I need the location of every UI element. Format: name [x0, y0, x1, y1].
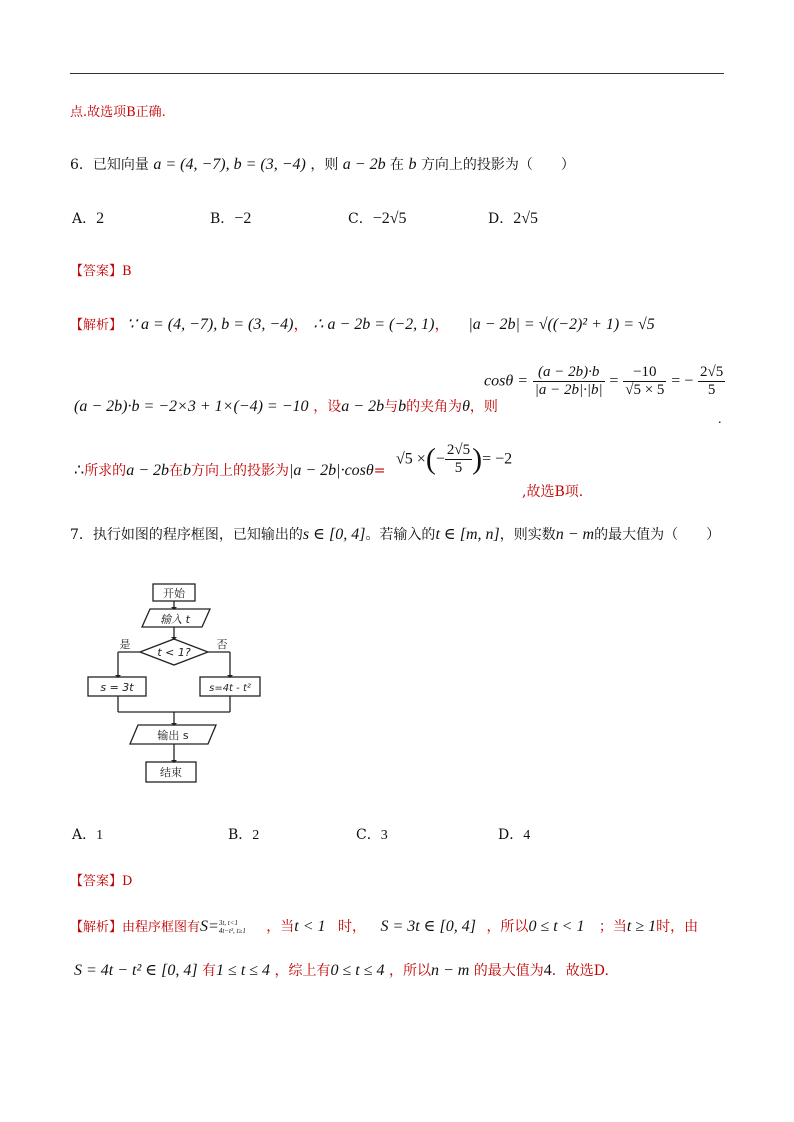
- cos-lhs: cosθ =: [484, 372, 528, 390]
- cos-end-dot: .: [718, 412, 722, 427]
- q7-answer: [70, 870, 132, 889]
- answer-value: B: [122, 264, 132, 279]
- q7-stem: [70, 524, 720, 544]
- denominator: √5 × 5: [625, 382, 665, 398]
- expr: a − 2b: [126, 462, 169, 479]
- text: ，综上有: [274, 963, 331, 979]
- text: ，所以: [388, 963, 431, 979]
- flow-start-label: 开始: [163, 587, 185, 600]
- text: 的夹角为: [406, 399, 463, 415]
- q6-stem-in: 在: [390, 157, 405, 173]
- flow-yes-label: 是: [119, 638, 131, 651]
- piecewise-lhs: S=: [200, 918, 219, 935]
- q7-option-d: [498, 824, 530, 844]
- q6-projection-calc: [396, 442, 512, 477]
- punct: ，: [434, 315, 450, 333]
- math: t ≥ 1: [626, 918, 657, 935]
- q6-stem-prefix: 6．已知向量: [70, 157, 149, 173]
- q7-option-c: [356, 824, 388, 844]
- analysis-tag: 【解析】: [70, 920, 123, 935]
- piecewise-cases: [219, 919, 246, 935]
- carryover-text: 点.故选项B正确.: [70, 105, 166, 120]
- q7-stem-s: s ∈ [0, 4]: [302, 526, 366, 543]
- flow-no-label: 否: [216, 638, 228, 651]
- expr: b: [182, 462, 191, 479]
- text: 由程序框图有: [122, 920, 201, 935]
- flow-cond-label: t < 1?: [157, 646, 191, 659]
- option-letter: C．: [356, 827, 381, 843]
- option-letter: A．: [72, 827, 97, 843]
- header-rule: [70, 73, 724, 74]
- theta: θ: [462, 398, 470, 415]
- numerator: (a − 2b)·b: [533, 364, 605, 382]
- numerator: −10: [623, 364, 666, 382]
- text: 时，由: [656, 919, 699, 935]
- answer-value: D: [122, 874, 133, 889]
- flow-right-label: s=4t - t²: [209, 683, 251, 694]
- difference-vector: ∴ a − 2b = (−2, 1): [313, 316, 435, 333]
- text: ，所以: [486, 919, 529, 935]
- q6-option-d: [488, 208, 538, 228]
- option-letter: B．: [210, 211, 235, 227]
- numerator: 2√5: [700, 364, 724, 380]
- paren-open: (: [425, 442, 436, 476]
- option-value: −2√5: [372, 210, 407, 227]
- equals: = −: [671, 372, 694, 390]
- cos-fraction-1: [533, 364, 605, 399]
- math: n − m: [430, 962, 470, 979]
- q6-analysis-line1: [70, 313, 655, 334]
- q6-option-a: [72, 208, 104, 228]
- flow-output-label: 输出 s: [157, 729, 189, 742]
- q6-stem-suffix: 方向上的投影为（ ）: [420, 157, 575, 173]
- text: ，则: [469, 399, 498, 415]
- q6-option-b: [210, 208, 251, 228]
- math: 0 ≤ t ≤ 4: [330, 962, 385, 979]
- equals: =: [373, 463, 386, 479]
- text: 有: [202, 963, 217, 979]
- option-letter: B．: [228, 827, 253, 843]
- q7-stem-t: t ∈ [m, n]: [435, 526, 500, 543]
- q6-cos-formula: [484, 364, 725, 399]
- q6-analysis-line3: [74, 460, 386, 480]
- flow-input-label: 输入 t: [160, 613, 190, 626]
- modulus-formula: |a − 2b| = √((−2)² + 1) = √5: [468, 316, 655, 333]
- minus: −: [435, 450, 445, 468]
- option-value: 3: [380, 828, 388, 843]
- math: 1 ≤ t ≤ 4: [216, 962, 271, 979]
- q6-stem: [70, 154, 575, 174]
- text: ，当: [266, 919, 295, 935]
- option-value: 1: [96, 828, 104, 843]
- math: 0 ≤ t < 1: [528, 918, 585, 935]
- text: 所求的: [84, 463, 127, 479]
- q6-analysis-line2: [74, 396, 498, 416]
- q6-stem-vectors: a = (4, −7), b = (3, −4): [153, 156, 306, 173]
- text: 方向上的投影为: [190, 463, 289, 479]
- text: 在: [168, 463, 183, 479]
- denominator: 5: [707, 382, 716, 398]
- text: ，设: [313, 399, 342, 415]
- text: ；当: [598, 919, 627, 935]
- q7-option-b: [228, 824, 259, 844]
- punct: ，: [293, 315, 309, 333]
- q7-stem-mid2: ，则实数: [499, 527, 556, 543]
- expr: b: [398, 398, 407, 415]
- math: S = 3t ∈ [0, 4]: [380, 918, 476, 935]
- flow-end-label: 结束: [160, 766, 182, 779]
- projection: |a − 2b|·cosθ: [288, 462, 374, 479]
- equals: =: [609, 372, 619, 390]
- flowchart: [80, 576, 280, 792]
- calc-part: √5 ×: [396, 450, 426, 468]
- option-letter: D．: [498, 827, 524, 843]
- q6-stem-mid: ，则: [310, 157, 339, 173]
- option-value: 2: [96, 210, 105, 227]
- option-letter: A．: [72, 211, 97, 227]
- q7-stem-nm: n − m: [555, 526, 595, 543]
- math: S = 4t − t² ∈ [0, 4]: [74, 962, 198, 979]
- q6-conclusion: ,故选B项.: [522, 484, 584, 500]
- q7-stem-mid: 。若输入的: [365, 527, 436, 543]
- q7-analysis-line2: [74, 960, 609, 980]
- calc-fraction: [445, 442, 472, 477]
- numerator: 2√5: [446, 442, 471, 458]
- text: ．故选D.: [551, 963, 609, 979]
- expr: a − 2b: [341, 398, 385, 415]
- cos-fraction-2: [623, 364, 666, 399]
- text: 与: [384, 399, 399, 415]
- given-vectors: ∵ a = (4, −7), b = (3, −4): [126, 316, 294, 333]
- q7-option-a: [72, 824, 103, 844]
- option-letter: C．: [348, 211, 373, 227]
- case: 3t, t<1: [218, 919, 238, 927]
- q6-stem-b: b: [408, 156, 417, 173]
- q6-option-c: [348, 208, 407, 228]
- option-value: −2: [234, 210, 252, 227]
- option-letter: D．: [488, 211, 514, 227]
- q7-stem-prefix: 7．执行如图的程序框图，已知输出的: [70, 527, 303, 543]
- therefore: ∴: [74, 462, 85, 479]
- q6-stem-expr: a − 2b: [342, 156, 386, 173]
- option-value: 2√5: [513, 210, 539, 227]
- math: t < 1: [294, 918, 326, 935]
- answer-tag: 【答案】: [70, 264, 123, 279]
- q7-analysis-line1: [70, 916, 698, 936]
- cos-fraction-3: [698, 364, 725, 399]
- answer-tag: 【答案】: [70, 874, 123, 889]
- case: 4t−t², t≥1: [218, 927, 246, 935]
- paren-close: ): [472, 442, 483, 476]
- denominator: |a − 2b|·|b|: [534, 382, 603, 398]
- q6-answer: [70, 260, 132, 279]
- q7-stem-suffix: 的最大值为（ ）: [594, 527, 721, 543]
- analysis-tag: 【解析】: [70, 318, 123, 333]
- option-value: 4: [523, 828, 531, 843]
- text: 时，: [337, 919, 366, 935]
- math: 4: [543, 962, 552, 979]
- denominator: 5: [454, 460, 463, 476]
- text: 的最大值为: [473, 963, 544, 979]
- dot-product: (a − 2b)·b = −2×3 + 1×(−4) = −10: [74, 398, 309, 415]
- option-value: 2: [252, 828, 260, 843]
- calc-result: = −2: [482, 450, 513, 468]
- flow-left-label: s = 3t: [100, 681, 134, 694]
